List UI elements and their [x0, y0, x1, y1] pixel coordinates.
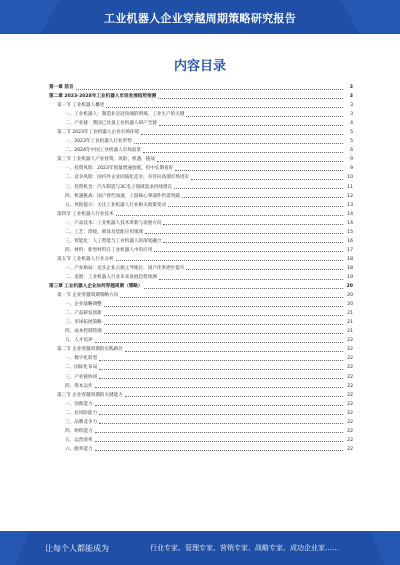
toc-entry-text: 第四节 工业机器人行业技术	[57, 211, 114, 217]
toc-leader-dots	[104, 314, 343, 316]
toc-entry[interactable]	[49, 119, 353, 128]
toc-entry-text: 二、产品研发创新	[65, 311, 102, 317]
toc-entry[interactable]	[49, 237, 353, 246]
toc-entry-text: 五、运营效率	[65, 437, 93, 443]
toc-entry[interactable]	[49, 201, 353, 210]
toc-leader-dots	[99, 359, 343, 361]
toc-entry[interactable]	[49, 155, 353, 164]
toc-entry[interactable]	[49, 173, 353, 182]
toc-entry[interactable]	[49, 246, 353, 255]
toc-entry-text: 第五节 工业机器人行业分析	[57, 256, 114, 262]
toc-entry[interactable]	[49, 128, 353, 137]
toc-entry[interactable]	[49, 336, 353, 345]
toc-page-number: 15	[347, 229, 353, 235]
toc-page-number: 22	[347, 392, 353, 398]
toc-page-number: 17	[347, 247, 353, 253]
toc-page-number: 16	[347, 238, 353, 244]
toc-page-number: 20	[347, 302, 353, 308]
toc-entry[interactable]	[49, 354, 353, 363]
footer-tagline: 行业专家、管理专家、营销专家、战略专家、成功企业家……	[150, 544, 339, 552]
toc-entry[interactable]	[49, 219, 353, 228]
toc-page-number: 11	[347, 184, 353, 190]
toc-leader-dots	[95, 404, 343, 406]
toc-page-number: 14	[347, 211, 353, 217]
toc-entry[interactable]	[49, 83, 353, 92]
toc-leader-dots	[95, 440, 343, 442]
toc-leader-dots	[159, 278, 343, 280]
toc-entry-text: 四、材料：新型材料在工业机器人中的应用	[65, 247, 153, 253]
header-banner	[0, 0, 400, 34]
toc-entry-text: 第三节 企业穿越周期的关键能力	[57, 392, 123, 398]
toc-entry[interactable]	[49, 309, 353, 318]
table-of-contents	[49, 83, 353, 454]
toc-entry-text: 三、产业链协同	[65, 374, 98, 380]
footer-banner	[0, 531, 400, 565]
toc-leader-dots	[76, 88, 343, 90]
toc-leader-dots	[106, 106, 343, 108]
toc-entry[interactable]	[49, 273, 353, 282]
toc-page-number: 13	[347, 202, 353, 208]
toc-page-number: 12	[347, 193, 353, 199]
toc-leader-dots	[163, 241, 343, 243]
toc-entry[interactable]	[49, 282, 353, 291]
toc-page-number: 22	[347, 428, 353, 434]
toc-entry[interactable]	[49, 183, 353, 192]
toc-entry[interactable]	[49, 192, 353, 201]
toc-entry-text: 三、市场拓展策略	[65, 320, 102, 326]
toc-page-number: 3	[349, 85, 353, 90]
toc-leader-dots	[186, 268, 343, 270]
toc-entry[interactable]	[49, 264, 353, 273]
toc-leader-dots	[116, 259, 343, 261]
toc-entry-text: 五、风险提示：关注工业机器人行业相关政策变动	[65, 202, 167, 208]
toc-page-number: 22	[347, 446, 353, 452]
toc-leader-dots	[175, 169, 343, 171]
toc-leader-dots	[125, 350, 343, 352]
toc-page-number: 4	[350, 121, 353, 127]
toc-entry-text: 一、2023年工业机器人行业形势	[65, 139, 132, 145]
toc-entry[interactable]	[49, 101, 353, 110]
toc-entry[interactable]	[49, 363, 353, 372]
toc-page-number: 22	[347, 365, 353, 371]
toc-entry-text: 二、抗风险能力	[65, 410, 98, 416]
toc-entry[interactable]	[49, 373, 353, 382]
toc-entry[interactable]	[49, 110, 353, 119]
toc-entry[interactable]	[49, 318, 353, 327]
toc-entry-text: 二、2024年中国工业机器人市场前景	[65, 148, 142, 154]
toc-entry[interactable]	[49, 164, 353, 173]
toc-entry-text: 三、智能化：人工智能与工业机器人的深度融合	[65, 238, 162, 244]
toc-entry[interactable]	[49, 391, 353, 400]
toc-leader-dots	[95, 386, 343, 388]
toc-entry-text: 一、数字化转型	[65, 356, 98, 362]
toc-entry-text: 一、企业战略调整	[65, 302, 102, 308]
toc-entry-text: 四、机遇挑战：国产替代加速，上游核心零部件仍需突破	[65, 193, 180, 199]
toc-page-number: 21	[347, 329, 353, 335]
toc-leader-dots	[120, 296, 343, 298]
toc-leader-dots	[95, 431, 343, 433]
toc-entry-text: 五、人才培养	[65, 338, 93, 344]
toc-page-number: 22	[347, 374, 353, 380]
toc-page-number: 22	[347, 347, 353, 353]
toc-entry-text: 第三章 工业机器人企业如何穿越周期（策略）	[49, 284, 143, 290]
toc-leader-dots	[134, 142, 343, 144]
toc-entry-text: 二、发展：工业机器人行业未来发展趋势预测	[65, 274, 157, 280]
toc-leader-dots	[99, 368, 343, 370]
toc-entry[interactable]	[49, 327, 353, 336]
toc-page-number: 22	[347, 410, 353, 416]
toc-entry-text: 第二节 企业穿越周期的实践路径	[57, 347, 123, 353]
toc-page-number: 22	[347, 419, 353, 425]
toc-entry[interactable]	[49, 92, 353, 101]
toc-page-number: 6	[350, 148, 353, 154]
toc-leader-dots	[99, 377, 343, 379]
toc-page-number: 18	[347, 265, 353, 271]
toc-entry-text: 四、组织能力	[65, 428, 93, 434]
toc-page-number: 21	[347, 311, 353, 317]
toc-entry-text: 第三节 工业机器人产业投资、风险、机遇、挑战	[57, 157, 155, 163]
report-title: 工业机器人企业穿越周期策略研究报告	[103, 12, 297, 25]
toc-entry[interactable]	[49, 228, 353, 237]
toc-page-number: 5	[350, 139, 353, 145]
toc-leader-dots	[191, 178, 343, 180]
toc-page-number: 3	[350, 112, 353, 118]
toc-entry[interactable]	[49, 300, 353, 309]
toc-entry-text: 第一节 工业机器人概述	[57, 103, 105, 109]
toc-entry[interactable]	[49, 418, 353, 427]
toc-leader-dots	[95, 449, 343, 451]
toc-page-number: 20	[346, 284, 353, 290]
toc-page-number: 5	[350, 130, 353, 136]
toc-entry-text: 第一章 前言	[49, 85, 74, 90]
toc-heading: 内容目录	[173, 59, 226, 74]
toc-entry[interactable]	[49, 445, 353, 454]
toc-entry-text: 二、工艺：焊接、喷涂及装配应用领域	[65, 229, 144, 235]
toc-entry-text: 一、产品技术：工业机器人技术革新与发展方向	[65, 220, 162, 226]
toc-entry-text: 六、服务能力	[65, 446, 93, 452]
toc-page-number: 22	[347, 338, 353, 344]
toc-page-number: 21	[347, 320, 353, 326]
toc-entry[interactable]	[49, 146, 353, 155]
toc-page-number: 9	[350, 157, 353, 163]
toc-leader-dots	[182, 196, 343, 198]
toc-entry-text: 四、成本控制管理	[65, 329, 102, 335]
toc-leader-dots	[174, 187, 343, 189]
toc-entry[interactable]	[49, 345, 353, 354]
toc-entry-text: 第二章 2023-2028年工业机器人市场发展趋势预测	[49, 94, 157, 100]
toc-entry-text: 一、产业格局：龙头企业占据主导地位，国产化率逐步提升	[65, 265, 185, 271]
toc-entry[interactable]	[49, 137, 353, 146]
toc-leader-dots	[154, 250, 343, 252]
toc-entry-text: 四、资本运作	[65, 383, 93, 389]
toc-page-number: 22	[347, 437, 353, 443]
toc-page-number: 19	[347, 274, 353, 280]
toc-page-number: 9	[350, 166, 353, 172]
toc-page-number: 10	[347, 175, 353, 181]
toc-entry-text: 一、创新能力	[65, 401, 93, 407]
toc-page-number: 3	[350, 103, 353, 109]
toc-page-number: 18	[347, 256, 353, 262]
toc-entry-text: 二、国际化布局	[65, 365, 98, 371]
toc-leader-dots	[145, 232, 343, 234]
toc-entry[interactable]	[49, 291, 353, 300]
toc-leader-dots	[104, 305, 343, 307]
toc-entry-text: 一、投资风险：2023年销量增速放缓，但中长期看好	[65, 166, 174, 172]
toc-leader-dots	[125, 395, 343, 397]
toc-leader-dots	[159, 124, 343, 126]
toc-leader-dots	[99, 422, 343, 424]
toc-entry-text: 二、竞争风险：国内外企业同质化竞争，有待向高端市场进军	[65, 175, 190, 181]
toc-page-number: 22	[347, 383, 353, 389]
toc-leader-dots	[163, 223, 343, 225]
toc-leader-dots	[186, 115, 343, 117]
toc-page-number: 22	[347, 356, 353, 362]
toc-entry-text: 三、品牌竞争力	[65, 419, 98, 425]
toc-leader-dots	[95, 341, 343, 343]
toc-leader-dots	[143, 151, 343, 153]
toc-leader-dots	[116, 214, 343, 216]
toc-page-number: 22	[347, 401, 353, 407]
toc-leader-dots	[168, 205, 343, 207]
toc-entry-text: 第二节 2023年工业机器人企业市场环境	[57, 130, 140, 136]
toc-leader-dots	[99, 413, 343, 415]
toc-entry[interactable]	[49, 400, 353, 409]
toc-entry-text: 第一节 企业穿越周期策略方向	[57, 293, 119, 299]
toc-leader-dots	[141, 133, 343, 135]
toc-leader-dots	[158, 97, 343, 99]
toc-page-number: 20	[347, 293, 353, 299]
footer-slogan: 让每个人都能成为	[45, 544, 109, 553]
toc-leader-dots	[144, 287, 343, 289]
toc-entry-text: 一、工业机器人：制造业皇冠顶端的明珠，工业生产的关键	[65, 112, 185, 118]
toc-entry[interactable]	[49, 427, 353, 436]
toc-page-number: 3	[349, 94, 353, 100]
toc-entry[interactable]	[49, 210, 353, 219]
toc-leader-dots	[104, 332, 343, 334]
toc-entry[interactable]	[49, 255, 353, 264]
toc-entry-text: 二、产业链：我国已具备工业机器人研产全链	[65, 121, 157, 127]
toc-leader-dots	[157, 160, 343, 162]
toc-entry-text: 三、投资机会：汽车制造与3C电子领域需求持续增长	[65, 184, 173, 190]
toc-page-number: 14	[347, 220, 353, 226]
toc-entry[interactable]	[49, 382, 353, 391]
toc-entry[interactable]	[49, 409, 353, 418]
toc-entry[interactable]	[49, 436, 353, 445]
toc-leader-dots	[104, 323, 343, 325]
